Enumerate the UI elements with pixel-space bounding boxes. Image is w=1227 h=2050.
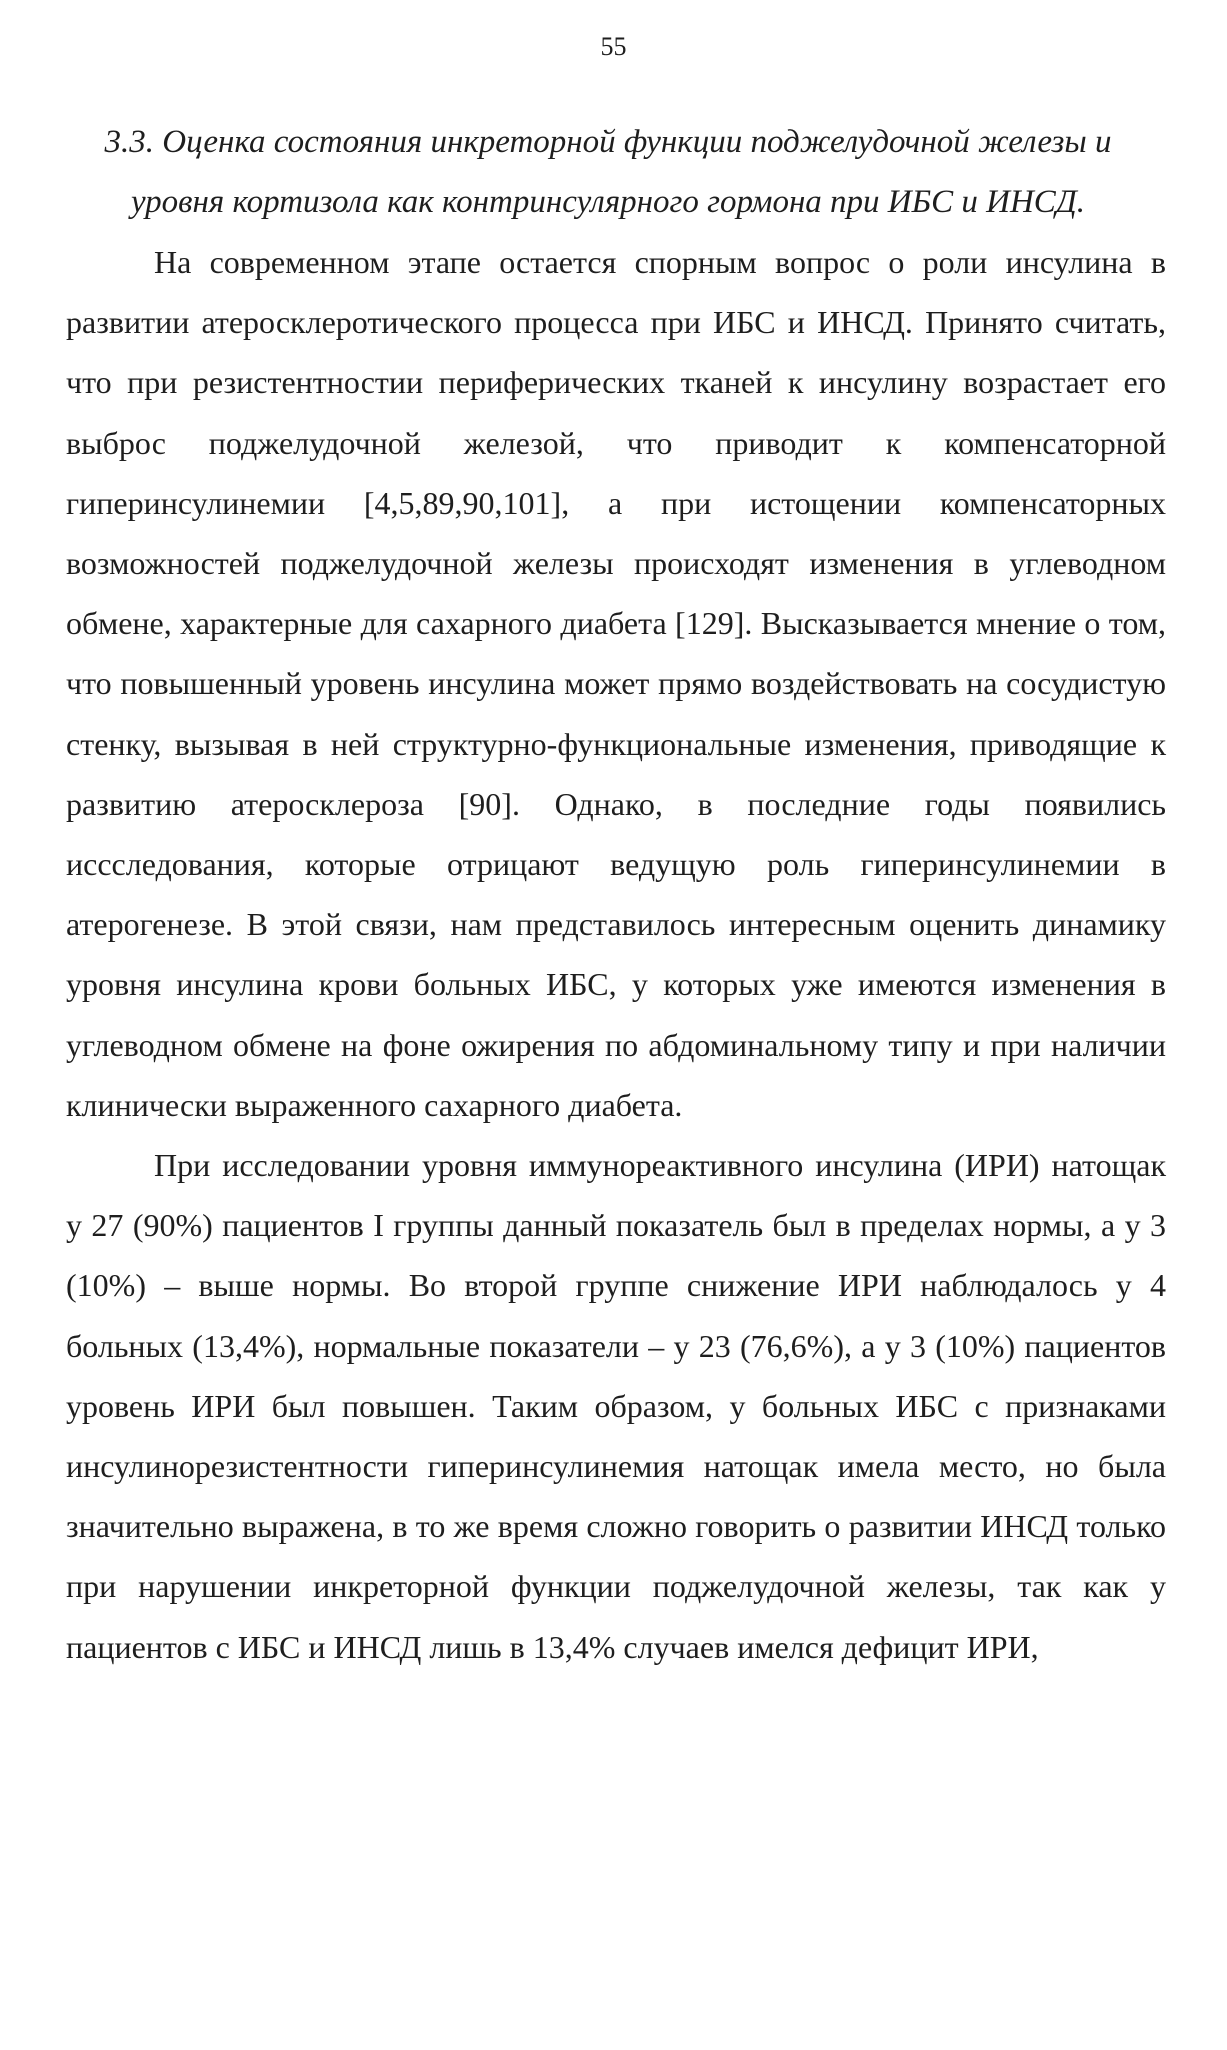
section-heading-line-2: уровня кортизола как контринсулярного гормона при ИБС и ИНСД. xyxy=(130,184,1086,220)
page-number: 55 xyxy=(600,32,627,61)
paragraph-1: На современном этапе остается спорным вопрос о роли инсулина в развитии атеросклеротического процесса при ИБС и ИНСД. Принято считать, что при резистентностии периферических тканей к инсулину возрастает его выброс поджелудочной железой, что приводит к компенсаторной гиперинсулинемии [4,5,89,90,101], а при истощении компенсаторных возможностей поджелудочной железы происходят изменения в углеводном обмене, характерные для сахарного диабета [129]. Высказывается мнение о том, что повышенный уровень инсулина может прямо воздействовать на сосудистую стенку, вызывая в ней структурно-функциональные изменения, приводящие к развитию атеросклероза [90]. Однако, в последние годы появились иссследования, которые отрицают ведущую роль гиперинсулинемии в атерогенезе. В этой связи, нам представилось интересным оценить динамику уровня инсулина крови больных ИБС, у которых уже имеются изменения в углеводном обмене на фоне ожирения по абдоминальному типу и при наличии клинически выраженного сахарного диабета. xyxy=(66,244,1166,1123)
body-text xyxy=(66,232,1166,1677)
section-heading xyxy=(68,112,1148,232)
paragraph-2: При исследовании уровня иммунореактивного инсулина (ИРИ) натощак у 27 (90%) пациентов I группы данный показатель был в пределах нормы, а у 3 (10%) – выше нормы. Во второй группе снижение ИРИ наблюдалось у 4 больных (13,4%), нормальные показатели – у 23 (76,6%), а у 3 (10%) пациентов уровень ИРИ был повышен. Таким образом, у больных ИБС с признаками инсулинорезистентности гиперинсулинемия натощак имела место, но была значительно выражена, в то же время сложно говорить о развитии ИНСД только при нарушении инкреторной функции поджелудочной железы, так как у пациентов с ИБС и ИНСД лишь в 13,4% случаев имелся дефицит ИРИ, xyxy=(66,1147,1166,1665)
section-heading-line-1: 3.3. Оценка состояния инкреторной функции поджелудочной железы и xyxy=(104,124,1112,160)
